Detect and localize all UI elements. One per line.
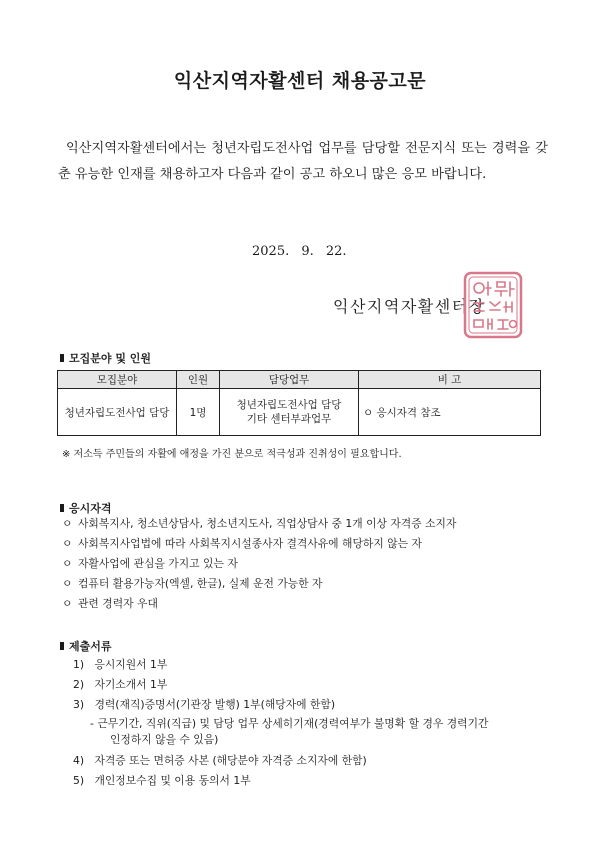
recruit-table bbox=[57, 370, 541, 436]
recruit-section-heading: 모집분야 및 인원 bbox=[60, 350, 151, 366]
documents-section-heading: 제출서류 bbox=[60, 638, 112, 654]
circle-bullet-icon: ㅇ bbox=[62, 557, 73, 570]
column-header: 담당업무 bbox=[220, 371, 359, 389]
circle-bullet-icon: ㅇ bbox=[62, 537, 73, 550]
list-item: 4) 자격증 또는 면허증 사본 (해당분야 자격증 소지자에 한함) bbox=[73, 754, 367, 767]
duty-cell bbox=[220, 389, 359, 436]
list-item: 3) 경력(재직)증명서(기관장 발행) 1부(해당자에 한함) bbox=[73, 698, 336, 711]
count-cell: 1명 bbox=[177, 389, 220, 436]
table-note: ※ 저소득 주민들의 자활에 애정을 가진 분으로 적극성과 진취성이 필요합니다. bbox=[62, 449, 402, 460]
table-row bbox=[58, 389, 541, 436]
duty-line: 기타 센터부과업무 bbox=[246, 413, 332, 425]
table-header-row bbox=[58, 371, 541, 389]
section-marker-icon bbox=[60, 504, 64, 512]
list-item: ㅇ 자활사업에 관심을 가지고 있는 자 bbox=[62, 554, 456, 574]
list-item: ㅇ 관련 경력자 우대 bbox=[62, 594, 456, 614]
circle-bullet-icon: ㅇ bbox=[62, 517, 73, 530]
remark-cell: ㅇ 응시자격 참조 bbox=[359, 389, 541, 436]
list-item: 2) 자기소개서 1부 bbox=[73, 678, 168, 691]
circle-bullet-icon: ㅇ bbox=[62, 597, 73, 610]
circle-bullet-icon: ㅇ bbox=[62, 577, 73, 590]
list-item: 5) 개인정보수집 및 이용 동의서 1부 bbox=[73, 774, 251, 787]
official-seal-icon bbox=[462, 270, 524, 340]
section-marker-icon bbox=[60, 642, 64, 650]
list-item: ㅇ 사회복지사업법에 따라 사회복지시설종사자 결격사유에 해당하지 않는 자 bbox=[62, 534, 456, 554]
column-header: 모집분야 bbox=[58, 371, 177, 389]
announcement-date: 2025. 9. 22. bbox=[252, 244, 347, 259]
document-title: 익산지역자활센터 채용공고문 bbox=[173, 70, 427, 92]
field-cell: 청년자립도전사업 담당 bbox=[58, 389, 177, 436]
column-header: 인원 bbox=[177, 371, 220, 389]
list-item: ㅇ 컴퓨터 활용가능자(엑셀, 한글), 실제 운전 가능한 자 bbox=[62, 574, 456, 594]
intro-paragraph: 익산지역자활센터에서는 청년자립도전사업 업무를 담당할 전문지식 또는 경력을 갖춘 유능한 인재를 채용하고자 다음과 같이 공고 하오니 많은 응모 바랍니다. bbox=[58, 141, 548, 182]
section-marker-icon bbox=[60, 354, 64, 362]
list-item: 1) 응시지원서 1부 bbox=[73, 658, 168, 671]
list-item-subnote: - 근무기간, 직위(직급) 및 담당 업무 상세히기재(경력여부가 불명확 할 경우 경력기간 인정하지 않을 수 있음) bbox=[90, 717, 489, 746]
documents-list bbox=[73, 656, 553, 792]
signer-name: 익산지역자활센터장 bbox=[333, 297, 486, 316]
list-item: ㅇ 사회복지사, 청소년상담사, 청소년지도사, 직업상담사 중 1개 이상 자격증 소지자 bbox=[62, 514, 456, 534]
column-header: 비 고 bbox=[359, 371, 541, 389]
duty-line: 청년자립도전사업 담당 bbox=[236, 399, 342, 411]
qualification-section-heading: 응시자격 bbox=[60, 500, 112, 516]
qualification-list bbox=[62, 514, 456, 614]
